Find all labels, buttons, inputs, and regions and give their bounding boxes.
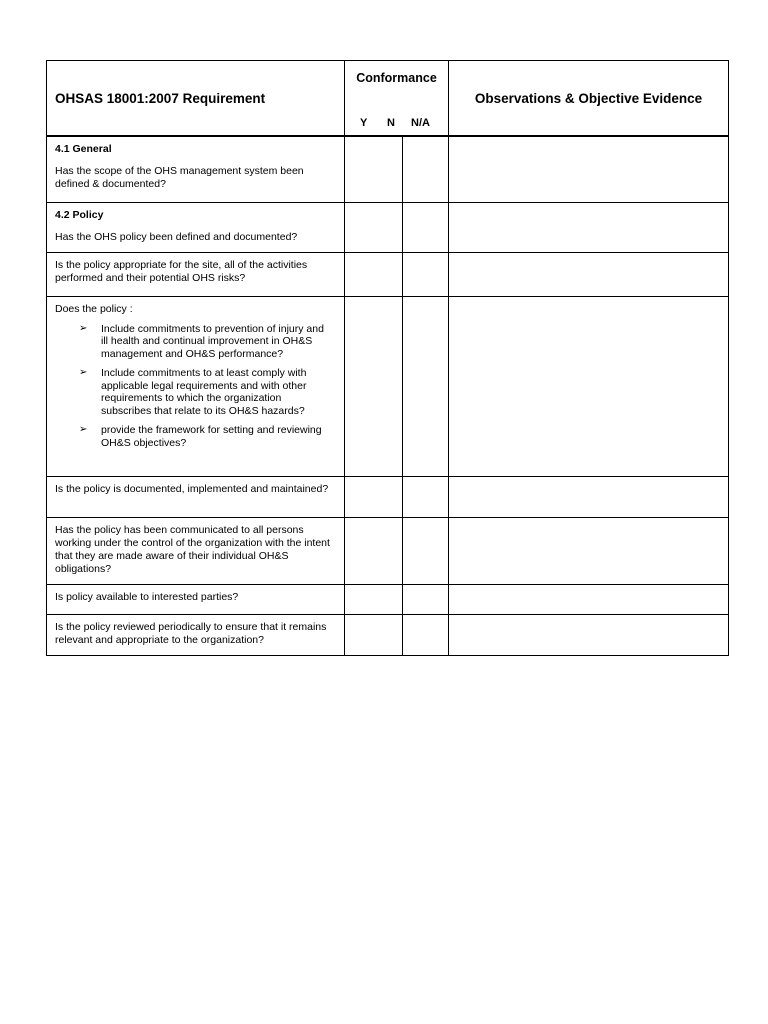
requirement-text: Does the policy :: [55, 302, 133, 315]
conformance-column-header: [345, 61, 449, 137]
requirement-text: Is the policy reviewed periodically to ensure that it remains relevant and appropriate to the organization?: [55, 620, 327, 646]
conformance-y-cell[interactable]: [345, 614, 403, 655]
conformance-n-cell[interactable]: [403, 296, 449, 476]
observations-cell[interactable]: [449, 296, 729, 476]
requirement-text: Is the policy is documented, implemented and maintained?: [55, 482, 329, 495]
bullet-text: Include commitments to at least comply with applicable legal requirements and with other requirements to which the organization subscribes that relate to its OH&S hazards?: [101, 367, 307, 417]
table-row: [47, 202, 729, 252]
table-header-row: [47, 61, 729, 137]
observations-cell[interactable]: [449, 517, 729, 584]
observations-cell[interactable]: [449, 476, 729, 517]
requirement-cell: [47, 136, 345, 202]
conformance-n-cell[interactable]: [403, 252, 449, 296]
arrow-bullet-icon: ➢: [79, 322, 88, 334]
observations-cell[interactable]: [449, 584, 729, 614]
requirement-text: Is policy available to interested parties?: [55, 590, 239, 603]
conformance-y-cell[interactable]: [345, 202, 403, 252]
conformance-y-cell[interactable]: [345, 136, 403, 202]
observations-column-header: Observations & Objective Evidence: [449, 61, 729, 137]
observations-cell[interactable]: [449, 202, 729, 252]
table-row: [47, 136, 729, 202]
list-item: [55, 323, 336, 361]
audit-checklist-table: [46, 60, 729, 656]
table-row: [47, 614, 729, 655]
list-item: [55, 367, 336, 417]
table-row: [47, 296, 729, 476]
conformance-y-cell[interactable]: [345, 476, 403, 517]
conformance-n-cell[interactable]: [403, 136, 449, 202]
requirement-cell: [47, 476, 345, 517]
conformance-n-cell[interactable]: [403, 517, 449, 584]
conformance-n-cell[interactable]: [403, 584, 449, 614]
table-row: [47, 252, 729, 296]
requirement-cell: [47, 584, 345, 614]
requirement-text: Has the scope of the OHS management system been defined & documented?: [55, 165, 304, 190]
requirement-cell: [47, 202, 345, 252]
table-row: [47, 517, 729, 584]
requirement-cell: [47, 252, 345, 296]
table-row: [47, 584, 729, 614]
requirement-cell: [47, 296, 345, 476]
conformance-n-cell[interactable]: [403, 614, 449, 655]
requirement-cell: [47, 517, 345, 584]
conformance-y-cell[interactable]: [345, 517, 403, 584]
section-heading: 4.2 Policy: [55, 208, 104, 221]
conformance-y-cell[interactable]: [345, 584, 403, 614]
conformance-n-cell[interactable]: [403, 202, 449, 252]
requirement-text: Has the policy has been communicated to all persons working under the control of the organization with the intent that they are made aware of their individual OH&S obligations?: [55, 523, 330, 575]
observations-cell[interactable]: [449, 614, 729, 655]
bullet-list: [55, 323, 336, 450]
table-row: [47, 476, 729, 517]
observations-cell[interactable]: [449, 252, 729, 296]
observations-cell[interactable]: [449, 136, 729, 202]
conformance-y-label: Y: [360, 117, 368, 129]
requirement-text: Has the OHS policy been defined and documented?: [55, 230, 298, 243]
arrow-bullet-icon: ➢: [79, 424, 88, 435]
requirement-column-header: OHSAS 18001:2007 Requirement: [47, 61, 345, 137]
list-item: [55, 424, 336, 449]
requirement-text: Is the policy appropriate for the site, all of the activities performed and their potential OHS risks?: [55, 258, 308, 284]
bullet-text: Include commitments to prevention of injury and ill health and continual improvement in OH&S management and OH&S performance?: [101, 322, 324, 360]
bullet-text: provide the framework for setting and reviewing OH&S objectives?: [101, 424, 322, 449]
conformance-y-cell[interactable]: [345, 296, 403, 476]
arrow-bullet-icon: ➢: [79, 367, 88, 378]
conformance-y-cell[interactable]: [345, 252, 403, 296]
conformance-na-label: N/A: [411, 117, 430, 129]
conformance-n-cell[interactable]: [403, 476, 449, 517]
requirement-cell: [47, 614, 345, 655]
section-heading: 4.1 General: [55, 143, 112, 155]
conformance-n-label: N: [387, 117, 395, 129]
conformance-title: Conformance: [356, 71, 437, 85]
